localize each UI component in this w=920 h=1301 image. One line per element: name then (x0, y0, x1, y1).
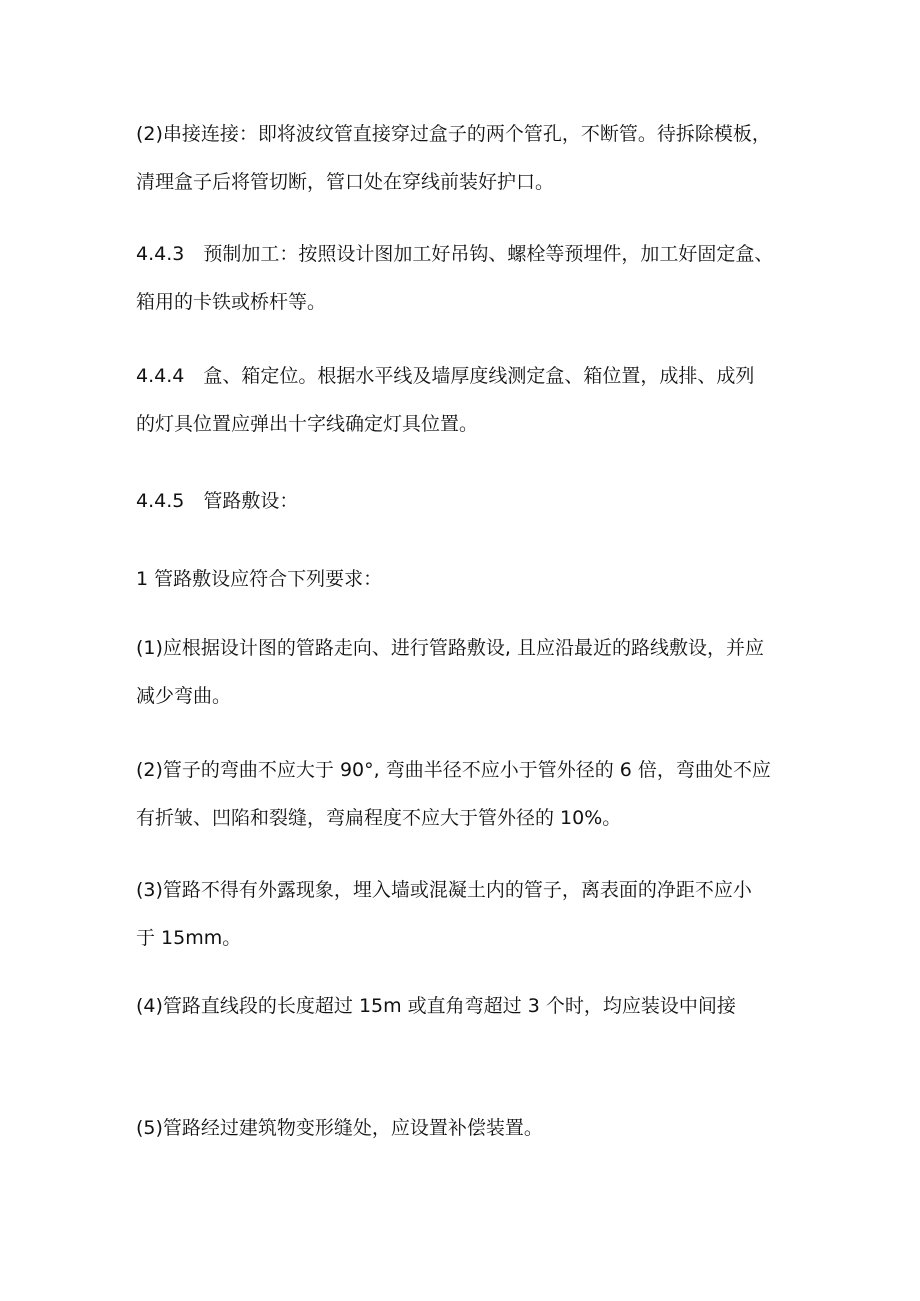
text-line: 箱用的卡铁或桥杆等。 (136, 291, 327, 313)
text-line: 清理盒子后将管切断，管口处在穿线前装好护口。 (136, 171, 555, 193)
paragraph-tandem-connection (136, 110, 796, 206)
paragraph-4-4-4 (136, 352, 796, 448)
paragraph-item-5 (136, 1104, 796, 1152)
paragraph-requirements (136, 555, 796, 603)
text-line: (2)管子的弯曲不应大于 90°, 弯曲半径不应小于管外径的 6 倍，弯曲处不应 (136, 759, 771, 781)
text-line: 于 15mm。 (136, 927, 242, 949)
text-line: 的灯具位置应弹出十字线确定灯具位置。 (136, 413, 479, 435)
text-line: 1 管路敷设应符合下列要求： (136, 568, 383, 590)
text-line: (1)应根据设计图的管路走向、进行管路敷设, 且应沿最近的路线敷设，并应 (136, 637, 764, 659)
paragraph-item-2 (136, 746, 796, 842)
text-line: (5)管路经过建筑物变形缝处，应设置补偿装置。 (136, 1117, 543, 1139)
text-line: (4)管路直线段的长度超过 15m 或直角弯超过 3 个时，均应装设中间接 (136, 995, 736, 1017)
text-line: (2)串接连接：即将波纹管直接穿过盒子的两个管孔，不断管。待拆除模板， (136, 123, 771, 145)
paragraph-4-4-5 (136, 477, 796, 525)
paragraph-4-4-3 (136, 230, 796, 326)
paragraph-item-3 (136, 866, 796, 962)
paragraph-item-4 (136, 982, 796, 1030)
text-line: 4.4.3 预制加工：按照设计图加工好吊钩、螺栓等预埋件，加工好固定盒、 (136, 243, 774, 265)
paragraph-item-1 (136, 624, 796, 720)
text-line: 4.4.4 盒、箱定位。根据水平线及墙厚度线测定盒、箱位置，成排、成列 (136, 365, 755, 387)
text-line: 4.4.5 管路敷设： (136, 490, 299, 512)
text-line: 有折皱、凹陷和裂缝，弯扁程度不应大于管外径的 10%。 (136, 807, 622, 829)
text-line: 减少弯曲。 (136, 685, 232, 707)
text-line: (3)管路不得有外露现象，埋入墙或混凝土内的管子，离表面的净距不应小 (136, 879, 752, 901)
